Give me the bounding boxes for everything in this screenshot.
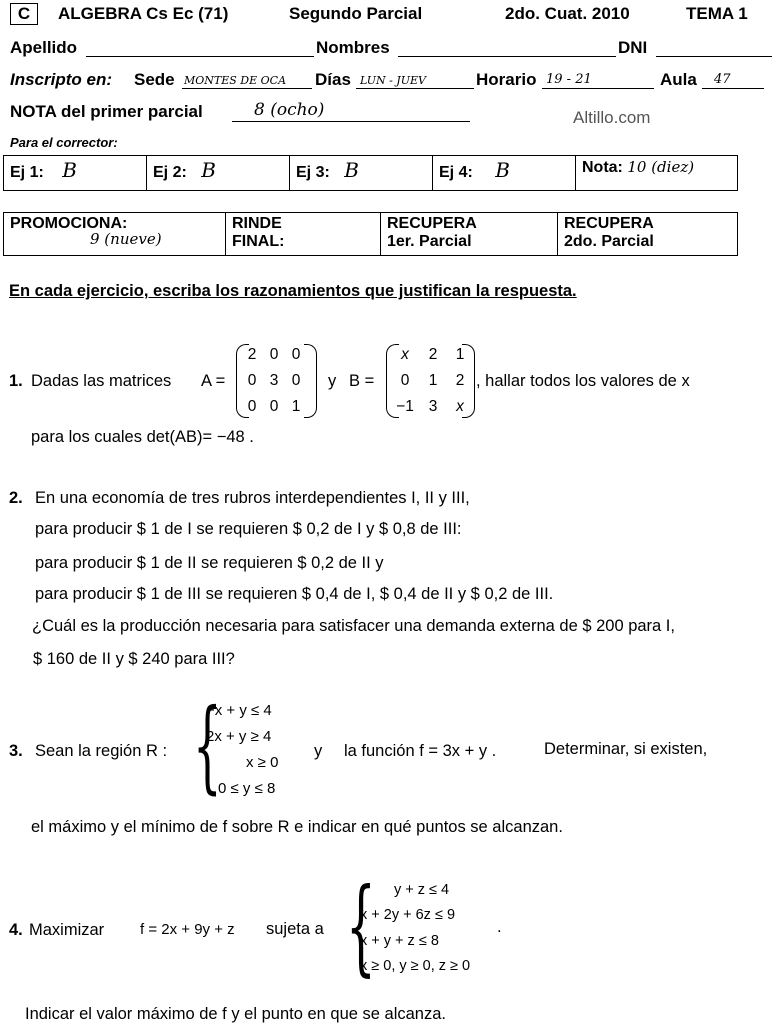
matrix-b-label: B =	[349, 372, 375, 390]
tema-box: C	[10, 3, 38, 25]
ej4-label: Ej 4:	[439, 164, 473, 181]
matrix-b-cell: 0	[400, 372, 410, 389]
q4-constraint: x + y + z ≤ 8	[360, 933, 439, 949]
apellido-field[interactable]	[86, 56, 314, 57]
ej3-cell[interactable]	[290, 156, 433, 191]
apellido-label: Apellido	[10, 38, 78, 57]
promociona-cell[interactable]	[4, 213, 226, 256]
sede-field[interactable]	[182, 88, 312, 89]
tema-label: TEMA 1	[686, 4, 748, 23]
q4-brace: {	[346, 865, 376, 987]
dni-label: DNI	[618, 38, 648, 57]
ej4-cell[interactable]	[433, 156, 576, 191]
recupera1-cell[interactable]	[381, 213, 558, 256]
ej3-label: Ej 3:	[296, 164, 330, 181]
sede-label: Sede	[134, 70, 175, 89]
matrix-a-cell: 0	[291, 346, 301, 363]
q3-text-c: el máximo y el mínimo de f sobre R e indicar en qué puntos se alcanzan.	[31, 818, 563, 836]
nombres-field[interactable]	[398, 56, 616, 57]
ej4-mark: B	[495, 158, 510, 182]
matrix-a-cell: 0	[291, 372, 301, 389]
dni-field[interactable]	[656, 56, 772, 57]
matrix-a-label: A =	[201, 372, 226, 390]
q1-text-a: Dadas las matrices	[31, 372, 172, 390]
matrix-b-cell: 2	[455, 372, 465, 389]
nota-primer-value: 8 (ocho)	[254, 100, 325, 120]
grading-table	[3, 155, 738, 191]
dias-value: LUN - JUEV	[360, 74, 426, 87]
matrix-b-cell: x	[456, 398, 464, 415]
aula-value: 47	[714, 72, 731, 87]
q4-sujeta: sujeta a	[266, 920, 324, 938]
q2-line: $ 160 de II y $ 240 para III?	[33, 650, 235, 668]
recupera1-label-2: 1er. Parcial	[387, 233, 472, 250]
rinde-label-2: FINAL:	[232, 233, 285, 250]
q1-and: y	[328, 372, 337, 390]
q4-constraint: x ≥ 0, y ≥ 0, z ≥ 0	[360, 958, 471, 974]
recupera2-cell[interactable]	[558, 213, 738, 256]
q3-brace: {	[193, 687, 222, 804]
matrix-b-cell: −1	[396, 398, 414, 415]
q3-constraint: x ≥ 0	[246, 754, 279, 771]
q3-number: 3.	[9, 742, 23, 760]
q3-function: la función f = 3x + y .	[344, 742, 497, 760]
promociona-value: 9 (nueve)	[90, 230, 162, 248]
q1-text-c: para los cuales det(AB)= −48 .	[31, 428, 254, 446]
ej1-cell[interactable]	[4, 156, 147, 191]
promociona-label: PROMOCIONA:	[10, 215, 128, 232]
q3-text-a: Sean la región R :	[35, 742, 168, 760]
q3-constraint: 0 ≤ y ≤ 8	[218, 780, 276, 797]
matrix-a-cell: 0	[269, 346, 279, 363]
ej2-mark: B	[201, 158, 216, 182]
nota-primer-field[interactable]	[232, 121, 470, 122]
matrix-a-cell: 1	[291, 398, 301, 415]
rinde-cell[interactable]	[226, 213, 381, 256]
course-title: ALGEBRA Cs Ec (71)	[58, 4, 229, 23]
nota-cell[interactable]	[576, 156, 738, 191]
recupera2-label-2: 2do. Parcial	[564, 233, 654, 250]
horario-field[interactable]	[542, 88, 654, 89]
q1-text-b: , hallar todos los valores de x	[476, 372, 690, 390]
matrix-a-cell: 3	[269, 372, 279, 389]
aula-field[interactable]	[702, 88, 764, 89]
sede-value: MONTES DE OCA	[184, 74, 287, 87]
q3-constraint: 2x + y ≥ 4	[206, 728, 272, 745]
q4-dot: .	[497, 918, 502, 936]
ej3-mark: B	[344, 158, 359, 182]
q4-number: 4.	[9, 921, 23, 939]
nombres-label: Nombres	[316, 38, 390, 57]
exam-title: Segundo Parcial	[289, 4, 423, 23]
ej2-cell[interactable]	[147, 156, 290, 191]
q4-text-a: Maximizar	[29, 921, 105, 939]
q2-line: En una economía de tres rubros interdependientes I, II y III,	[35, 489, 470, 507]
matrix-a-cell: 0	[247, 372, 257, 389]
q2-line: para producir $ 1 de I se requieren $ 0,2 de I y $ 0,8 de III:	[35, 520, 462, 538]
horario-label: Horario	[476, 70, 537, 89]
instruction: En cada ejercicio, escriba los razonamientos que justifican la respuesta.	[9, 282, 577, 300]
term: 2do. Cuat. 2010	[505, 4, 630, 23]
nota-primer-label: NOTA del primer parcial	[10, 102, 203, 121]
nota-mark: 10 (diez)	[627, 158, 695, 176]
recupera2-label-1: RECUPERA	[564, 215, 654, 232]
watermark: Altillo.com	[573, 108, 651, 127]
dias-label: Días	[315, 70, 351, 89]
matrix-b-cell: 1	[428, 372, 438, 389]
q2-line: para producir $ 1 de III se requieren $ 0,4 de I, $ 0,4 de II y $ 0,2 de III.	[35, 585, 554, 603]
aula-label: Aula	[660, 70, 697, 89]
result-table	[3, 212, 738, 256]
matrix-b-cell: 3	[428, 398, 438, 415]
q2-line: ¿Cuál es la producción necesaria para satisfacer una demanda externa de $ 200 para I,	[32, 617, 675, 635]
inscripto-label: Inscripto en:	[10, 70, 113, 89]
matrix-b-cell: x	[401, 346, 409, 363]
q4-constraint: y + z ≤ 4	[394, 882, 450, 898]
q4-function: f = 2x + 9y + z	[140, 921, 235, 938]
matrix-b-cell: 1	[455, 346, 465, 363]
q4-constraint: x + 2y + 6z ≤ 9	[360, 907, 456, 923]
rinde-label-1: RINDE	[232, 215, 282, 232]
ej1-label: Ej 1:	[10, 164, 44, 181]
matrix-a-cell: 0	[247, 398, 257, 415]
q2-number: 2.	[9, 489, 23, 507]
corrector-label: Para el corrector:	[10, 135, 118, 150]
matrix-a-cell: 2	[247, 346, 257, 363]
ej1-mark: B	[62, 158, 77, 182]
horario-value: 19 - 21	[546, 72, 592, 87]
matrix-a-cell: 0	[269, 398, 279, 415]
recupera1-label-1: RECUPERA	[387, 215, 477, 232]
q4-text-b: Indicar el valor máximo de f y el punto en que se alcanza.	[25, 1005, 446, 1023]
q1-number: 1.	[9, 372, 23, 390]
q3-and: y	[314, 742, 323, 760]
nota-label: Nota:	[582, 159, 623, 176]
q3-text-b: Determinar, si existen,	[544, 740, 708, 758]
matrix-b-cell: 2	[428, 346, 438, 363]
q2-line: para producir $ 1 de II se requieren $ 0,2 de II y	[35, 554, 384, 572]
dias-field[interactable]	[356, 88, 474, 89]
q3-constraint: −x + y ≤ 4	[206, 702, 272, 719]
ej2-label: Ej 2:	[153, 164, 187, 181]
